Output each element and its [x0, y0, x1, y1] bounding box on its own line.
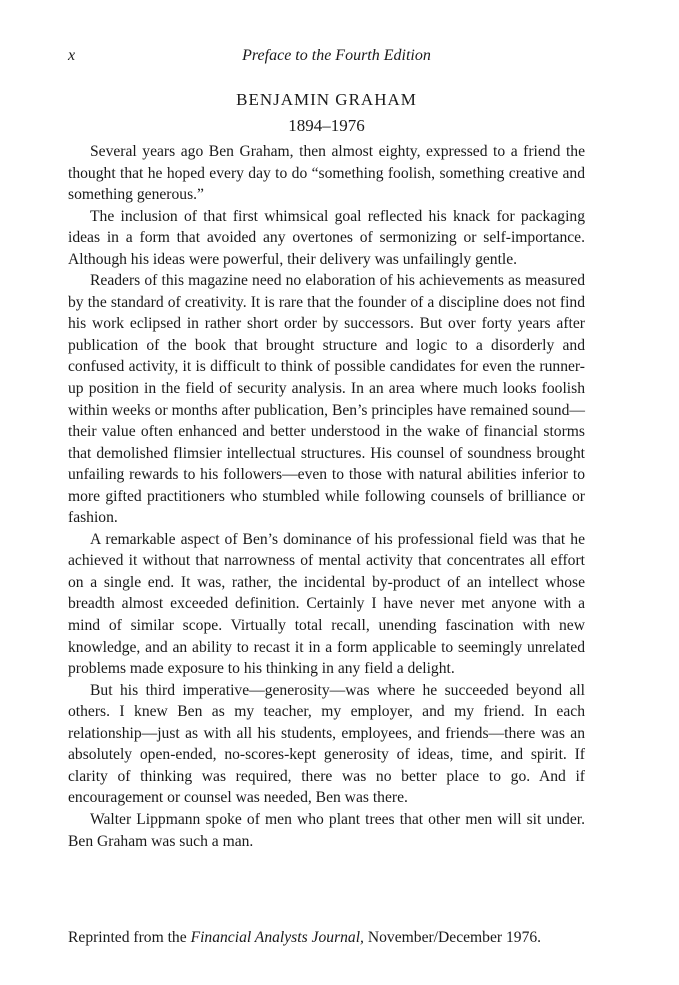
article-body	[68, 141, 585, 852]
paragraph: Walter Lippmann spoke of men who plant trees that other men will sit under. Ben Graham was such a man.	[68, 810, 585, 850]
paragraph: Several years ago Ben Graham, then almost eighty, expressed to a friend the thought that he hoped every day to do “something foolish, something creative and something generous.”	[68, 143, 585, 204]
page-number: x	[68, 47, 76, 64]
running-head	[68, 44, 585, 68]
journal-name: Financial Analysts Journal,	[190, 929, 364, 946]
paragraph: Readers of this magazine need no elaboration of his achievements as measured by the standard of creativity. It is rare that the founder of a discipline does not find his work eclipsed in rather short order by successors. But over forty years after publication of the book that brought structure and logic to a disorderly and confused activity, it is difficult to think of possible candidates for even the runner-up position in the field of security analysis. In an area where much looks foolish within weeks or months after publication, Ben’s principles have remained sound—their value often enhanced and better understood in the wake of financial storms that demolished flimsier intellectual structures. His counsel of soundness brought unfailing rewards to his followers—even to those with natural abilities inferior to more gifted practitioners who stumbled while following counsels of brilliance or fashion.	[68, 272, 585, 527]
article-title: BENJAMIN GRAHAM	[236, 90, 417, 109]
reprint-prefix: Reprinted from the	[68, 929, 191, 946]
reprint-suffix: November/December 1976.	[363, 929, 542, 946]
reprint-note	[68, 927, 608, 949]
article-dates: 1894–1976	[288, 116, 365, 135]
paragraph: A remarkable aspect of Ben’s dominance of his professional field was that he achieved it without that narrowness of mental activity that concentrates all effort on a single end. It was, rather, the incidental by-product of an intellect whose breadth almost exceeded definition. Certainly I have never met anyone with a mind of similar scope. Virtually total recall, unending fascination with new knowledge, and an ability to recast it in a form applicable to seemingly unrelated problems made exposure to his thinking in any field a delight.	[68, 530, 585, 678]
paragraph: But his third imperative—generosity—was where he succeeded beyond all others. I knew Ben as my teacher, my employer, and my friend. In each relationship—just as with all his students, employees, and friends—there was an absolutely open-ended, no-scores-kept generosity of ideas, time, and spirit. If clarity of thinking was required, there was no better place to go. And if encouragement or counsel was needed, Ben was there.	[68, 681, 585, 807]
paragraph: The inclusion of that first whimsical goal reflected his knack for packaging ideas in a form that avoided any overtones of sermonizing or self-importance. Although his ideas were powerful, their delivery was unfailingly gentle.	[68, 207, 585, 268]
running-title: Preface to the Fourth Edition	[242, 47, 431, 64]
